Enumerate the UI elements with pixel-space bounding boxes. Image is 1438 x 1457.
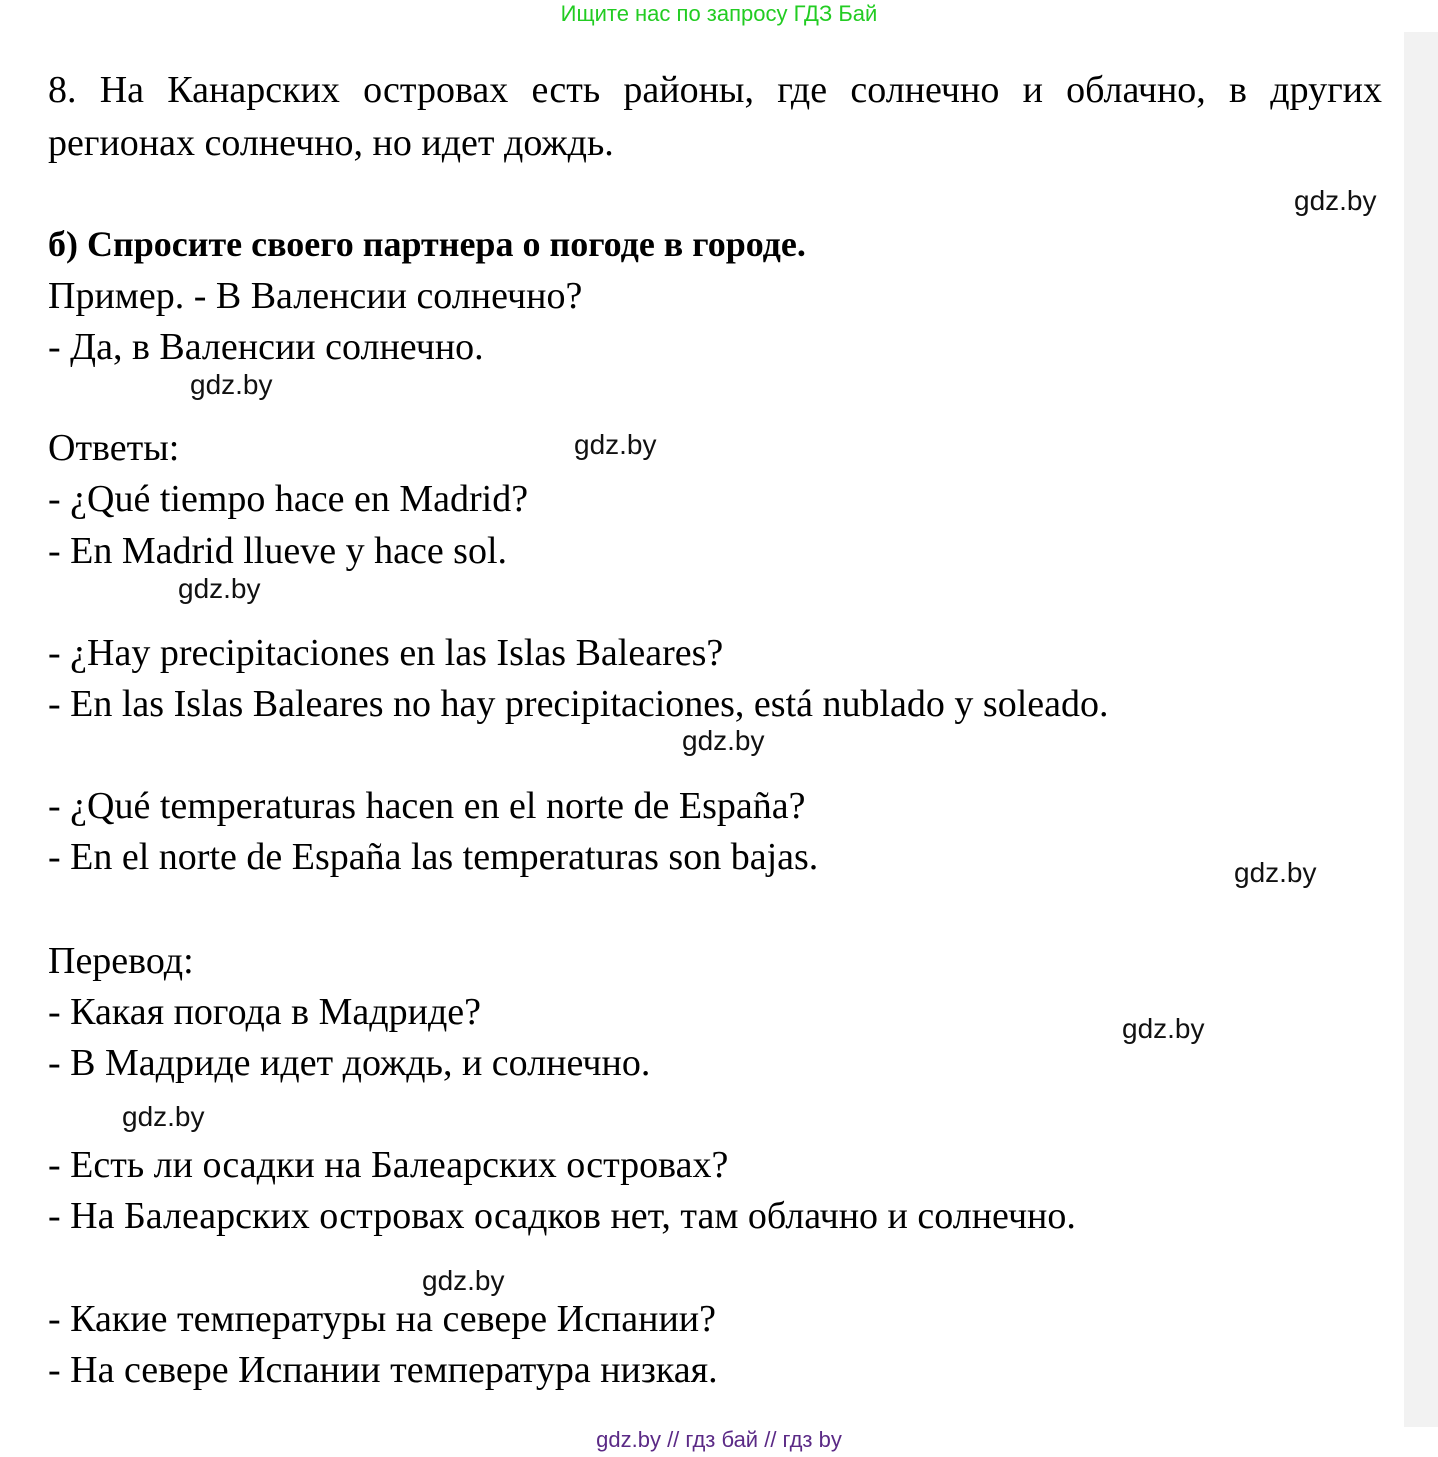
- answer-line: - ¿Qué temperaturas hacen en el norte de España?: [48, 785, 806, 827]
- answers-heading: Ответы:: [48, 427, 180, 469]
- translation-line: - На Балеарских островах осадков нет, там облачно и солнечно.: [48, 1195, 1076, 1237]
- translation-line: - Какие температуры на севере Испании?: [48, 1298, 717, 1340]
- intro-line-1: 8. На Канарских островах есть районы, где солнечно и облачно, в других: [48, 69, 1382, 111]
- example-question: Пример. - В Валенсии солнечно?: [48, 275, 583, 317]
- watermark: gdz.by: [122, 1101, 205, 1132]
- answer-line: - En el norte de España las temperaturas son bajas.: [48, 836, 819, 878]
- footer-links: gdz.by // гдз бай // гдз by: [596, 1427, 842, 1452]
- answer-line: - En Madrid llueve y hace sol.: [48, 530, 508, 572]
- translation-line: - Какая погода в Мадриде?: [48, 991, 482, 1033]
- right-scroll-strip: [1404, 32, 1438, 1427]
- answer-line: - En las Islas Baleares no hay precipitaciones, está nublado y soleado.: [48, 683, 1109, 725]
- answer-line: - ¿Hay precipitaciones en las Islas Baleares?: [48, 632, 724, 674]
- watermark: gdz.by: [1234, 857, 1317, 888]
- example-answer: - Да, в Валенсии солнечно.: [48, 326, 484, 368]
- top-banner: Ищите нас по запросу ГДЗ Бай: [560, 1, 878, 26]
- task-title: б) Спросите своего партнера о погоде в городе.: [48, 224, 806, 264]
- watermark: gdz.by: [178, 573, 261, 604]
- watermark: gdz.by: [422, 1265, 505, 1296]
- translation-line: - Есть ли осадки на Балеарских островах?: [48, 1144, 729, 1186]
- watermark: gdz.by: [574, 429, 657, 460]
- watermark: gdz.by: [190, 369, 273, 400]
- watermark: gdz.by: [1294, 185, 1377, 216]
- translation-line: - В Мадриде идет дождь, и солнечно.: [48, 1042, 651, 1084]
- watermark: gdz.by: [1122, 1013, 1205, 1044]
- translation-line: - На севере Испании температура низкая.: [48, 1349, 718, 1391]
- watermark: gdz.by: [682, 725, 765, 756]
- intro-line-2: регионах солнечно, но идет дождь.: [48, 122, 614, 164]
- translation-heading: Перевод:: [48, 940, 194, 982]
- answer-line: - ¿Qué tiempo hace en Madrid?: [48, 478, 529, 520]
